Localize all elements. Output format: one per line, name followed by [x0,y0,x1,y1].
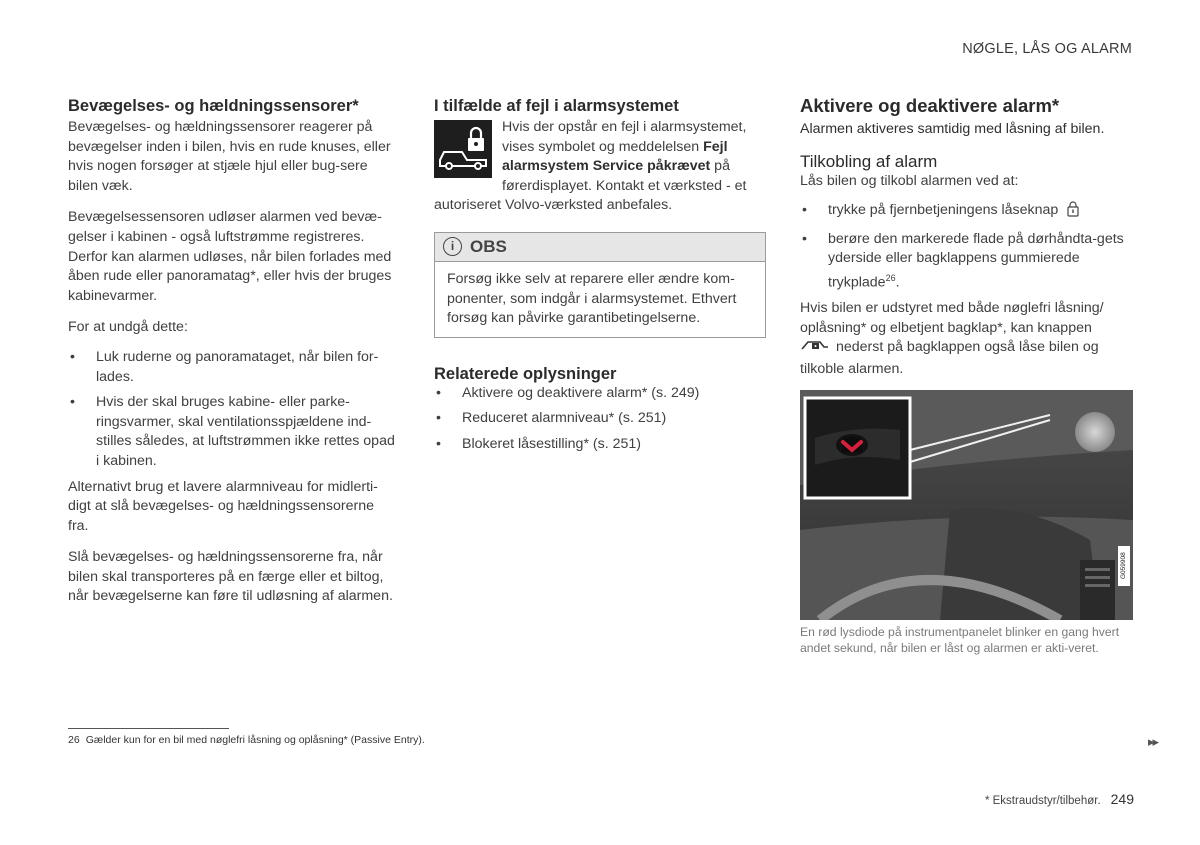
paragraph: Lås bilen og tilkobl alarmen ved at: [800,172,1019,189]
motion-sensor-heading: Bevægelses- og hældningssensorer* [68,97,359,115]
bullet-list [800,201,1133,293]
list-item: • berøre den markerede flade på dørhåndta-gets yderside eller bagklappens gummierede trykplade$^{26}$. [802,230,1124,291]
alarm-fault-symbol-icon [434,120,492,178]
column-2 [434,96,766,461]
obs-header [435,233,765,262]
lock-button-icon [1067,201,1079,224]
paragraph: Alternativt brug et lavere alarmniveau for midlerti-digt at slå bevægelses- og hældningssensorerne fra. [68,478,378,534]
paragraph: Bevægelsessensoren udløser alarmen ved bevæ-gelser i kabinen - også luftstrømme registreres. Derfor kan alarmen udløses, når bilen forlades med åben rude eller panoramatag*, eller hvis der bruges kabinevarmer. [68,209,392,304]
continue-arrows-icon[interactable]: ▸▸ [1148,734,1158,749]
optional-equipment-note: * Ekstraudstyr/tilbehør. [984,795,1101,807]
column-3 [800,95,1133,657]
dashboard-photo [800,390,1133,620]
paragraph: For at undgå dette: [68,319,188,336]
paragraph: Slå bevægelses- og hældningssensorerne fra, når bilen skal transporteres på en færge eller et biltog, når bevægelserne kan føre til udløsning af alarmen. [68,549,393,605]
image-caption: En rød lysdiode på instrumentpanelet blinker en gang hvert andet sekund, når bilen er låst og alarmen er akti-veret. [800,624,1120,656]
related-links-list [434,384,766,455]
footnote-text: Gælder kun for en bil med nøglefri låsning og oplåsning* (Passive Entry). [85,734,425,746]
related-link[interactable]: • Reduceret alarmniveau* (s. 251) [436,410,667,427]
alarm-fault-text: Hvis der opstår en fejl i alarmsystemet, vises symbolet og meddelelsen Fejl alarmsystem Service påkrævet på førerdisplayet. Kontakt et værksted - et autoriseret Volvo-værksted anbefales. [434,119,747,214]
list-item: • trykke på fjernbetjeningens låseknap [800,201,1133,224]
info-icon: i [443,237,462,256]
related-info-heading: Relaterede oplysninger [434,364,617,383]
section-title: NØGLE, LÅS OG ALARM [962,41,1132,57]
obs-title: OBS [470,236,507,256]
page-footer [985,791,1134,807]
obs-text: Forsøg ikke selv at reparere eller ændre kom-ponenter, som indgår i alarmsystemet. Ethvert forsøg kan påvirke garantibetingelserne. [447,270,737,327]
related-link[interactable]: • Blokeret låsestilling* (s. 251) [436,435,641,452]
alarm-fault-heading: I tilfælde af fejl i alarmsystemet [434,97,679,115]
activate-alarm-heading: Aktivere og deaktivere alarm* [800,95,1060,116]
footnote-divider [68,728,229,729]
page-number: 249 [1110,791,1134,807]
footnote-ref[interactable]: 26 [885,272,896,283]
alarm-fault-block [434,118,766,216]
tailgate-lock-button-icon [800,339,830,360]
footnote [68,734,425,746]
paragraph: Bevægelses- og hældningssensorer reagerer på bevægelser inden i bilen, hvis en rude knuses, eller hvis nogen forsøger at stjæle hjul eller bug-sere bilen væk. [68,119,391,194]
footnote-number: 26 [68,734,80,746]
paragraph: Alarmen aktiveres samtidig med låsning af bilen. [800,121,1105,137]
bullet-list [68,348,396,472]
arm-alarm-heading: Tilkobling af alarm [800,151,938,171]
paragraph: Hvis bilen er udstyret med både nøglefri låsning/ oplåsning* og elbetjent bagklap*, kan knappen nederst på bagklappen også låse bilen og tilkoble alarmen. [800,300,1104,378]
list-item: • Hvis der skal bruges kabine- eller parke-ringsvarmer, skal ventilationsspjældene ind-stilles således, at luftstrømmen ikke rettes opad i kabinen. [70,394,395,469]
image-code: G059908 [1118,546,1130,586]
list-item: • Luk ruderne og panoramataget, når bilen for-lades. [70,348,379,385]
column-1 [68,96,396,607]
obs-note-box [434,232,766,338]
related-link[interactable]: • Aktivere og deaktivere alarm* (s. 249) [436,384,700,401]
